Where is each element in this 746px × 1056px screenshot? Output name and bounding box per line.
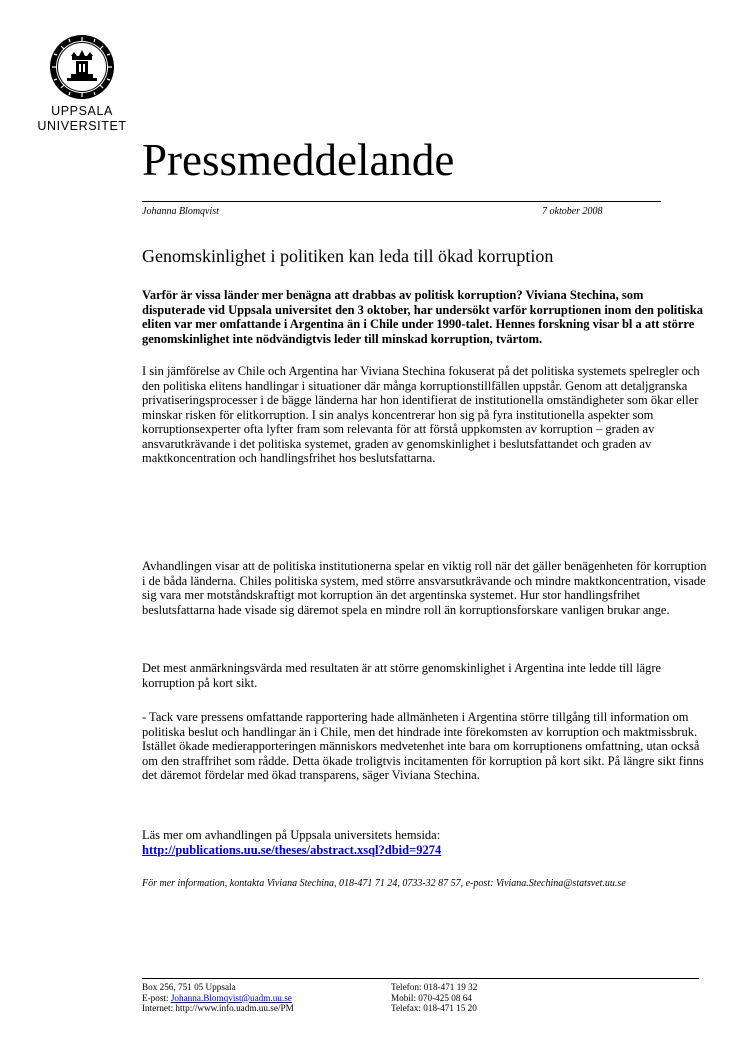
footer-fax: Telefax: 018-471 15 20 [391,1003,477,1013]
read-more-text: Läs mer om avhandlingen på Uppsala universitets hemsida: [142,828,441,842]
body-paragraph: - Tack vare pressens omfattande rapportering hade allmänheten i Argentina större tillgång till information om politiska beslut och handlingar än i Chile, men det hindrade inte förekomsten av korruption och maktmissbruk. Istället ökade medierapporteringen människors medvetenhet inte bara om korruptionens omfattning, utan också om den straffrihet som rådde. Detta ökade troligtvis incitamenten för korruption på kort sikt. På längre sikt finns det däremot fördelar med ökad transparens, säger Viviana Stechina. [142,710,704,782]
footer-mobile: Mobil: 070-425 08 64 [391,992,472,1003]
footer-address: Box 256, 751 05 Uppsala [142,982,236,992]
footer-phone: Telefon: 018-471 19 32 [391,982,478,992]
footer-internet: Internet: http://www.info.uadm.uu.se/PM [142,1003,294,1013]
university-logo [32,34,132,134]
footer-email-label: E-post: [142,992,171,1003]
logo-line-2: UNIVERSITET [37,119,127,133]
body-paragraph: Det mest anmärkningsvärda med resultaten är att större genomskinlighet i Argentina inte ledde till lägre korruption på kort sikt. [142,661,662,690]
footer-email-row [142,993,294,1004]
lead-paragraph: Varför är vissa länder mer benägna att drabbas av politisk korruption? Viviana Stechina, som disputerade vid Uppsala universitet den 3 oktober, har undersökt varför korruptionen inom den politiska eliten var mer omfattande i Argentina än i Chile under 1990-talet. Hennes forskning visar bl a att större genomskinlighet inte nödvändigtvis leder till minskad korruption, tvärtom. [142,288,703,346]
university-seal-icon [49,34,115,100]
footer-left [142,982,294,1014]
footer-divider [142,978,699,979]
article-headline: Genomskinlighet i politiken kan leda till ökad korruption [142,246,554,266]
read-more-block [142,828,708,857]
body-paragraph: Avhandlingen visar att de politiska institutionerna spelar en viktig roll när det gäller benägenheten för korruption i de båda länderna. Chiles politiska system, med större ansvarsutkrävande och mindre maktkoncentration, visade sig vara mer motståndskraftigt mot korruption än det argentinska systemet. Hur stor handlingsfrihet beslutsfattarna hade visade sig däremot spela en mindre roll än korruptionsforskare vanligen brukar ange. [142,559,707,617]
title-divider [142,201,661,202]
page-title: Pressmeddelande [142,135,455,185]
logo-line-1: UPPSALA [51,104,113,118]
contact-info: För mer information, kontakta Viviana Stechina, 018-471 71 24, 0733-32 87 57, e-post: Viviana.Stechina@statsvet.uu.se [142,878,626,889]
footer-email-link[interactable]: Johanna.Blomqvist@uadm.uu.se [170,992,292,1003]
thesis-link[interactable]: http://publications.uu.se/theses/abstract.xsql?dbid=9274 [142,842,442,857]
body-paragraph: I sin jämförelse av Chile och Argentina har Viviana Stechina fokuserat på det politiska systemets spelregler och den politiska elitens handlingar i situationer där många korruptionstillfällen uppstår. Genom att detaljgranska privatiseringsprocesser i de bägge länderna har hon identifierat de institutionella omständigheter som ökar eller minskar risken för elitkorruption. I sin analys koncentrerar hon sig på fyra institutionella aspekter som korruptionsexperter ofta lyfter fram som relevanta för att förstå uppkomsten av korruption – graden av ansvarutkrävande i det politiska systemet, graden av genomskinlighet i beslutsfattandet och graden av maktkoncentration och handlingsfrihet hos beslutsfattarna. [142,364,700,465]
byline-author: Johanna Blomqvist [142,206,219,217]
byline-date: 7 oktober 2008 [542,206,603,217]
footer-right [391,982,477,1014]
